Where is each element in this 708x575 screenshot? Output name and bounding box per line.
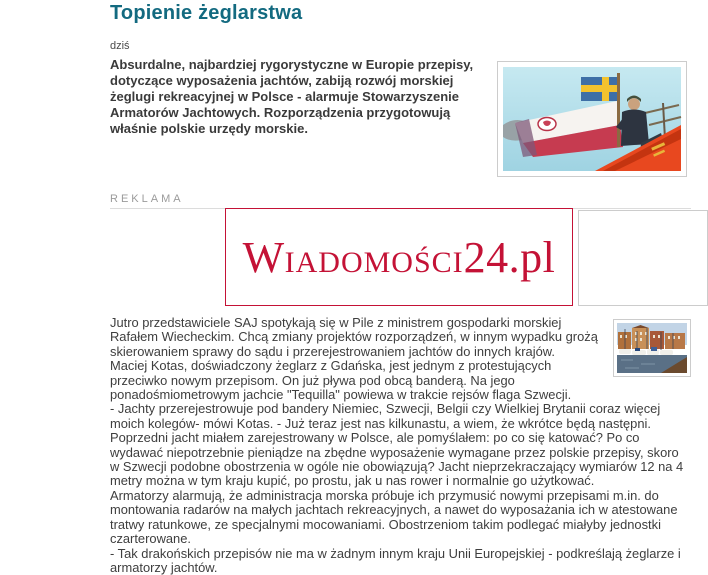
body-paragraph: - Jachty przerejestrowuje pod bandery Niemiec, Szwecji, Belgii czy Wielkiej Brytanii coraz więcej moich kolegów- mówi Kotas. - Już teraz jest nas kilkunastu, a wiem, że wkrótce będą następni. Poprzedni jacht miałem zarejestrowany w Polsce, ale pomyślałem: po co się katować? Po co wydawać niepotrzebnie pieniądze na zbędne wyposażenie wymagane przez polskie przepisy, skoro w Szwecji podobne obostrzenia w ogóle nie obowiązują? Jacht nieprzekraczający wymiarów 12 na 4 metry można w tym kraju kupić, po prostu, jak u nas rower i normalnie go użytkować. (110, 402, 691, 488)
body-paragraph: Maciej Kotas, doświadczony żeglarz z Gdańska, jest jednym z protestujących przeciwko nowym przepisom. On już pływa pod obcą banderą. Na jego ponadośmiometrowym jachcie "Tequilla" powiewa w trakcie rejsów flaga Szwecji. (110, 359, 691, 402)
body-paragraph: Armatorzy alarmują, że administracja morska próbuje ich przymusić nowymi przepisami m.in. do montowania radarów na małych jachtach rekreacyjnych, a nawet do wyposażania ich w atestowane tratwy ratunkowe, ze specjalnymi mocowaniami. Obostrzeniom takim podlegać miałyby jednostki czarterowane. (110, 489, 691, 547)
body-paragraph-truncated: - Tak drakońskich przepisów nie ma w żadnym innym kraju Unii Europejskiej - podkreślają żeglarze i armatorzy jachtów. (110, 547, 691, 575)
body-paragraph: Jutro przedstawiciele SAJ spotykają się w Pile z ministrem gospodarki morskiej Rafałem Wiecheckim. Chcą zmiany projektów rozporządzeń, w innym wypadku grożą skierowaniem sprawy do sądu i przerejestrowaniem jachtów do innych krajów. (110, 316, 691, 359)
ad-label: REKLAMA (110, 193, 691, 209)
article-photo[interactable] (497, 61, 687, 177)
article-date: dziś (110, 40, 130, 52)
page-title: Topienie żeglarstwa (110, 2, 302, 25)
article-body (110, 316, 691, 551)
logo-initial: W (243, 233, 285, 282)
article-lead: Absurdalne, najbardziej rygorystyczne w Europie przepisy, dotyczące wyposażenia jachtów, zabiją rozwój morskiej żeglugi rekreacyjnej w Polsce - alarmuje Stowarzyszenie Armatorów Jachtowych. Rozporządzenia przygotowują właśnie polskie urzędy morskie. (110, 57, 494, 137)
logo-number: 24 (464, 233, 509, 282)
ad-slot-empty (578, 210, 708, 306)
marina-thumbnail[interactable] (613, 319, 691, 377)
sailor-on-yacht-photo (503, 67, 681, 171)
logo-word: IADOMOŚCI (285, 246, 464, 279)
wiadomosci24-logo (243, 232, 556, 283)
marina-photo (617, 323, 687, 373)
ad-banner-wiadomosci24[interactable] (225, 208, 573, 306)
logo-suffix: .pl (509, 233, 556, 282)
